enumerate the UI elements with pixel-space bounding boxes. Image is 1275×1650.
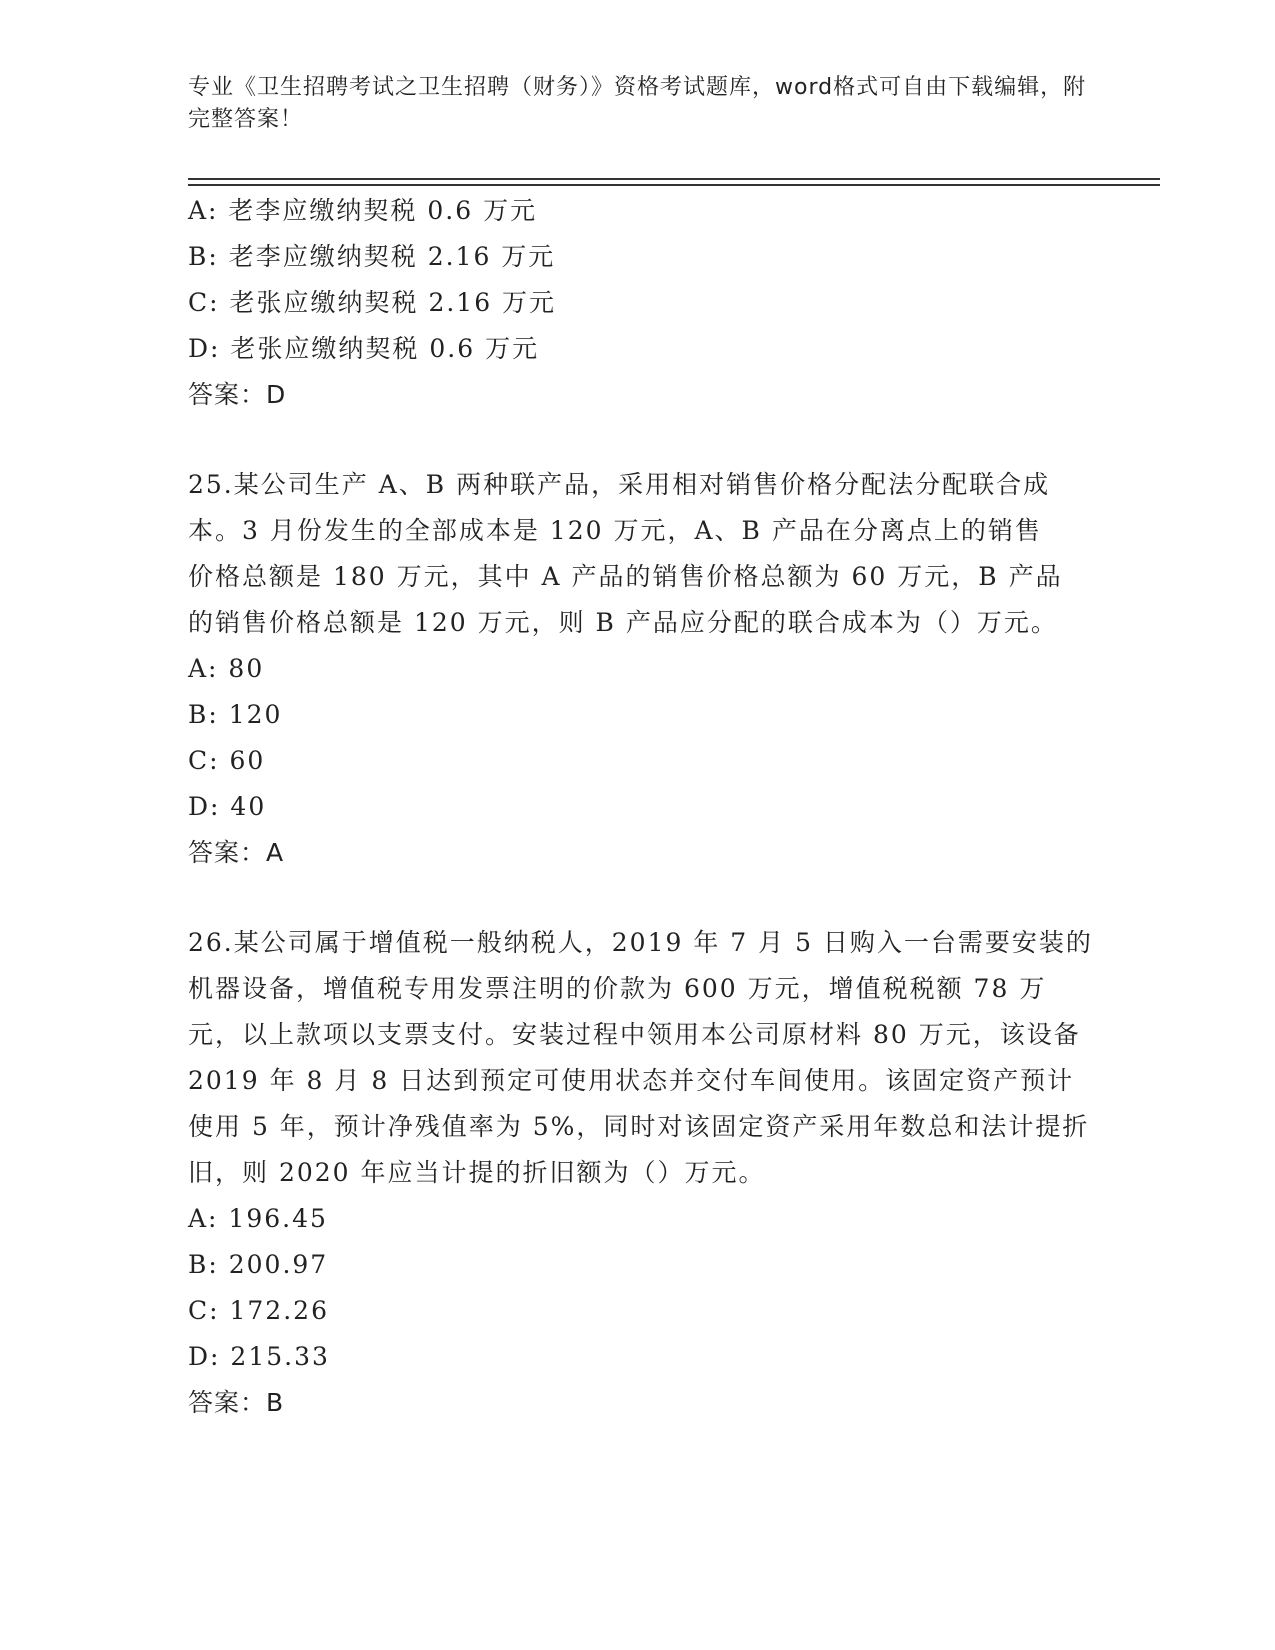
header-divider-bottom — [188, 184, 1160, 186]
option-a: A: 老李应缴纳契税 0.6 万元 — [188, 196, 538, 225]
option-d: D: 40 — [188, 792, 267, 821]
option-d: D: 老张应缴纳契税 0.6 万元 — [188, 334, 540, 363]
option-a: A: 80 — [188, 654, 265, 683]
document-header: 专业《卫生招聘考试之卫生招聘（财务）》资格考试题库，word格式可自由下载编辑，附完整答案！ — [188, 75, 1087, 132]
question-stem: 25.某公司生产 A、B 两种联产品，采用相对销售价格分配法分配联合成本。3 月份发生的全部成本是 120 万元，A、B 产品在分离点上的销售价格总额是 180 万元，其中 A 产品的销售价格总额为 60 万元，B 产品的销售价格总额是 120 万元，则 B 产品应分配的联合成本为（）万元。 — [188, 470, 1063, 637]
option-b: B: 120 — [188, 700, 283, 729]
option-d: D: 215.33 — [188, 1342, 330, 1371]
option-a: A: 196.45 — [188, 1204, 328, 1233]
option-b: B: 200.97 — [188, 1250, 329, 1279]
option-b: B: 老李应缴纳契税 2.16 万元 — [188, 242, 556, 271]
question-content — [188, 188, 1093, 1426]
answer-line: 答案：A — [188, 838, 285, 867]
answer-line: 答案：B — [188, 1388, 285, 1417]
option-c: C: 172.26 — [188, 1296, 329, 1325]
question-26 — [188, 920, 1093, 1426]
question-24-tail — [188, 188, 1088, 418]
answer-line: 答案：D — [188, 380, 287, 409]
question-25 — [188, 462, 1088, 876]
option-c: C: 60 — [188, 746, 266, 775]
question-stem: 26.某公司属于增值税一般纳税人，2019 年 7 月 5 日购入一台需要安装的机器设备，增值税专用发票注明的价款为 600 万元，增值税税额 78 万元，以上款项以支票支付。安装过程中领用本公司原材料 80 万元，该设备 2019 年 8 月 8 日达到预定可使用状态并交付车间使用。该固定资产预计使用 5 年，预计净残值率为 5%，同时对该固定资产采用年数总和法计提折旧，则 2020 年应当计提的折旧额为（）万元。 — [188, 928, 1093, 1187]
option-c: C: 老张应缴纳契税 2.16 万元 — [188, 288, 557, 317]
header-divider-top — [188, 178, 1160, 180]
